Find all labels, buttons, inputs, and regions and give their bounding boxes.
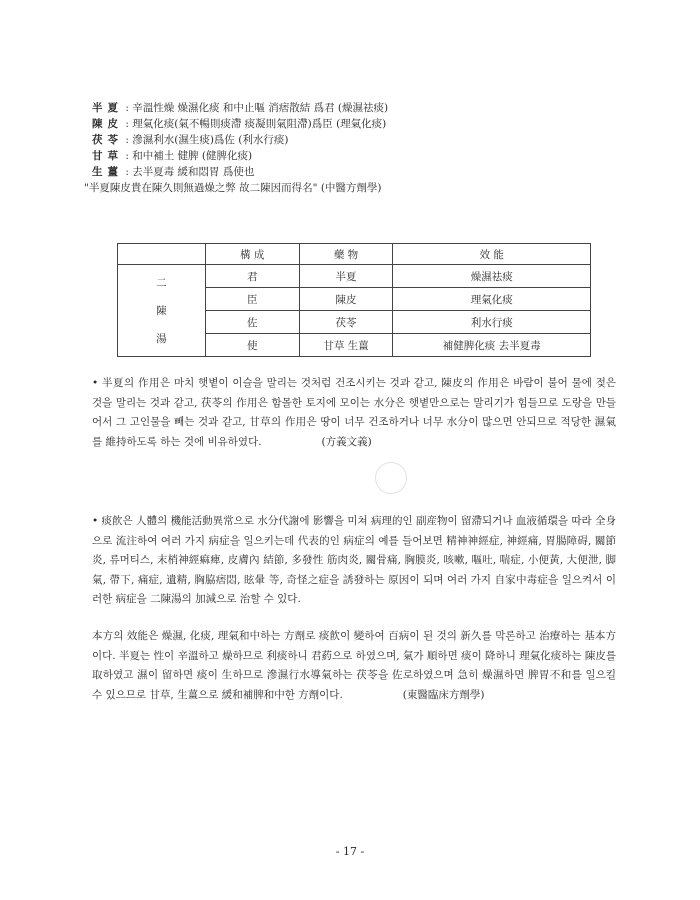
table-cell-drug: 茯苓 xyxy=(299,311,393,334)
analogy-paragraph xyxy=(92,374,616,452)
table-cell-role: 臣 xyxy=(205,288,299,311)
table-cell-drug: 陳皮 xyxy=(299,288,393,311)
herb-entry: 茯苓 : 滲濕利水(濕生痰)爲佐 (利水行痰) xyxy=(92,134,289,146)
table-cell-effect: 利水行痰 xyxy=(393,311,591,334)
herb-entry: 甘草 : 和中補土 健脾 (健脾化痰) xyxy=(92,150,253,162)
page-number: - 17 - xyxy=(335,845,365,858)
herb-description: 理氣化痰(氣不暢則痰滯 痰凝則氣阻滯)爲臣 (理氣化痰) xyxy=(132,118,387,130)
table-header-row xyxy=(118,244,591,265)
table-header-cell: 藥 物 xyxy=(299,244,393,265)
table-cell-role: 君 xyxy=(205,265,299,288)
source-citation: (方義文義) xyxy=(321,435,372,448)
herb-description: 去半夏毒 緩和悶胃 爲使也 xyxy=(132,166,255,178)
herb-entry: 生薑 : 去半夏毒 緩和悶胃 爲使也 xyxy=(92,166,255,178)
herb-description: 和中補土 健脾 (健脾化痰) xyxy=(132,150,253,162)
herb-entry: 陳皮 : 理氣化痰(氣不暢則痰滯 痰凝則氣阻滯)爲臣 (理氣化痰) xyxy=(92,118,387,130)
table-header-cell: 效 能 xyxy=(393,244,591,265)
classic-quote: "半夏陳皮貴在陳久則無過燥之弊 故二陳因而得名" (中醫方劑學) xyxy=(84,182,382,194)
herb-description: 辛溫性燥 燥濕化痰 和中止嘔 消痞散結 爲君 (燥濕祛痰) xyxy=(132,102,389,114)
table-cell-role: 使 xyxy=(205,334,299,357)
formula-name-char: 湯 xyxy=(156,332,167,345)
table-cell-drug: 甘草 生薑 xyxy=(299,334,393,357)
table-header-blank xyxy=(118,244,206,265)
herb-entry: 半夏 : 辛溫性燥 燥濕化痰 和中止嘔 消痞散結 爲君 (燥濕祛痰) xyxy=(92,102,389,114)
efficacy-paragraph xyxy=(92,627,616,705)
herb-name: 半夏 xyxy=(92,102,123,114)
source-citation: (東醫臨床方劑學) xyxy=(402,688,485,701)
stamp-mark xyxy=(375,462,407,494)
paragraph-text: • 半夏의 作用은 마치 햇볕이 이슬을 말리는 것처럼 건조시키는 것과 같고, 陳皮의 作用은 바람이 불어 물에 젖은 것을 말리는 것과 같고, 茯苓의 作用은 함몰한 토지에 모이는 水分은 햇볕만으로는 말리기가 힘들므로 도랑을 만들어서 그 고인물을 빼는 것과 같고, 甘草의 作用은 땅이 너무 건조하거나 너무 水分이 많으면 안되므로 적당한 濕氣를 維持하도록 하는 것에 비유하였다. xyxy=(92,377,616,448)
table-cell-effect: 理氣化痰 xyxy=(393,288,591,311)
formula-name-char: 二 xyxy=(156,276,167,289)
herb-description: 滲濕利水(濕生痰)爲佐 (利水行痰) xyxy=(132,134,289,146)
table-cell-drug: 半夏 xyxy=(299,265,393,288)
table-cell-effect: 燥濕祛痰 xyxy=(393,265,591,288)
table-row xyxy=(118,265,591,288)
paragraph-text: 本方의 效能은 燥濕, 化痰, 理氣和中하는 方劑로 痰飮이 變하여 百病이 된 것의 新久를 막론하고 治療하는 基本方이다. 半夏는 性이 辛溫하고 燥하므로 利痰하니 君葯으로 하였으며, 氣가 順하면 痰이 降하니 理氣化痰하는 陳皮를 取하였고 濕이 留하면 痰이 生하므로 滲濕行水導氣하는 茯苓을 佐로하였으며 急히 燥濕하면 脾胃不和를 일으킬 수 있으므로 甘草, 生薑으로 緩和補脾和中한 方劑이다. xyxy=(92,630,616,701)
herb-name: 生薑 xyxy=(92,166,123,178)
formula-name-cell xyxy=(118,265,206,357)
table-header-cell: 構 成 xyxy=(205,244,299,265)
formula-composition-table xyxy=(117,243,591,357)
table-cell-effect: 補健脾化痰 去半夏毒 xyxy=(393,334,591,357)
phlegm-paragraph: • 痰飮은 人體의 機能活動異常으로 水分代謝에 影響을 미쳐 病理的인 副産物이 留滯되거나 血液循環을 따라 全身으로 流注하여 여러 가지 病症을 일으키는데 代表的인 病症의 예를 들어보면 精神神經症, 神經痛, 胃腸障碍, 關節炎, 류머티스, 末梢神經痲痺, 皮膚內 結節, 多發性 筋肉炎, 關骨痛, 胸膜炎, 咳嗽, 嘔吐, 喘症, 小便黃, 大便泄, 脚氣, 帶下, 痛症, 遺精, 胸脇痞悶, 眩暈 等, 奇怪之症을 誘發하는 原因이 되며 여러 가지 自家中毒症을 일으켜서 이러한 病症을 二陳湯의 加減으로 治할 수 있다. xyxy=(92,515,616,606)
herb-list xyxy=(84,100,612,196)
herb-name: 茯苓 xyxy=(92,134,123,146)
formula-name-char: 陳 xyxy=(156,304,167,317)
herb-name: 甘草 xyxy=(92,150,123,162)
table-cell-role: 佐 xyxy=(205,311,299,334)
herb-name: 陳皮 xyxy=(92,118,123,130)
